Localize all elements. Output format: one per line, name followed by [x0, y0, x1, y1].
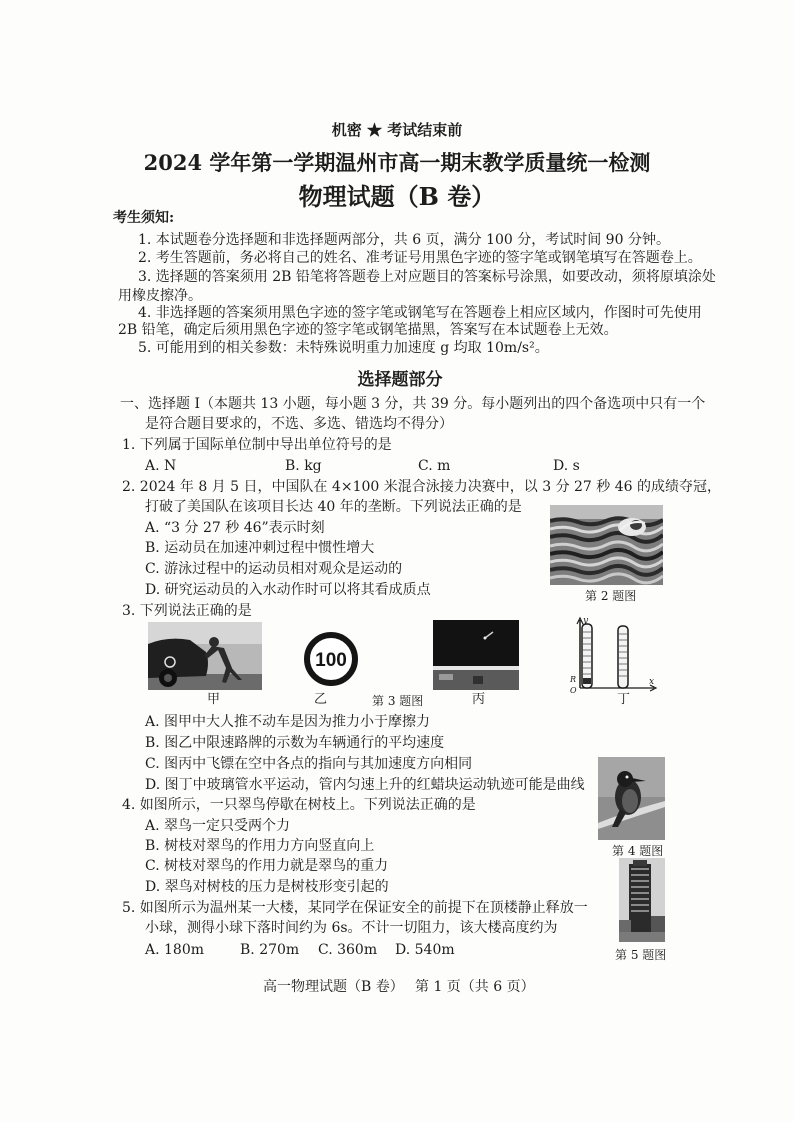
- question-4-option-c: C. 树枝对翠鸟的作用力就是翠鸟的重力: [145, 858, 389, 874]
- question-1-option-b: B. kg: [285, 458, 322, 474]
- exam-subtitle: 物理试题（B 卷）: [298, 182, 496, 211]
- figure-5-caption: 第 5 题图: [615, 948, 667, 962]
- notice-line: 2B 铅笔，确定后须用黑色字迹的签字笔或钢笔描黑，答案写在本试题卷上无效。: [118, 322, 618, 338]
- question-3-stem: 3. 下列说法正确的是: [122, 603, 252, 619]
- figure-2-caption: 第 2 题图: [585, 589, 637, 603]
- question-1-option-a: A. N: [145, 458, 177, 474]
- figure-label-ding: 丁: [617, 692, 631, 707]
- figure-label-jia: 甲: [207, 692, 221, 707]
- section-intro: 是符合题目要求的，不选、多选、错选均不得分）: [145, 416, 453, 432]
- axis-label-origin: O: [570, 686, 577, 694]
- question-3-option-b: B. 图乙中限速路牌的示数为车辆通行的平均速度: [145, 735, 445, 751]
- question-2-option-c: C. 游泳过程中的运动员相对观众是运动的: [145, 561, 403, 577]
- section-title: 选择题部分: [357, 370, 443, 390]
- speed-limit-sign: [304, 632, 358, 686]
- figure-3-caption: 第 3 题图: [372, 694, 424, 708]
- question-2-stem: 打破了美国队在该项目长达 40 年的垄断。下列说法正确的是: [145, 499, 522, 515]
- question-5-stem: 5. 如图所示为温州某一大楼，某同学在保证安全的前提下在顶楼静止释放一: [122, 900, 588, 916]
- dart-photo: [433, 620, 519, 690]
- footer-page-number: 第 1 页（共 6 页）: [415, 979, 535, 995]
- question-5-option-b: B. 270m: [240, 942, 300, 958]
- question-3-option-c: C. 图丙中飞镖在空中各点的指向与其加速度方向相同: [145, 756, 473, 772]
- question-4-stem: 4. 如图所示，一只翠鸟停歇在树枝上。下列说法正确的是: [122, 797, 476, 813]
- question-5-option-d: D. 540m: [395, 942, 455, 958]
- notice-line: 3. 选择题的答案须用 2B 铅笔将答题卷上对应题目的答案标号涂黑，如要改动，须将原填涂处: [138, 269, 716, 285]
- axis-label-x: x: [649, 677, 655, 687]
- question-5-option-a: A. 180m: [145, 942, 205, 958]
- question-3-option-a: A. 图甲中大人推不动车是因为推力小于摩擦力: [145, 714, 431, 730]
- speed-limit-value: 100: [315, 650, 347, 671]
- notice-line: 2. 考生答题前，务必将自己的姓名、准考证号用黑色字迹的签字笔或钢笔填写在答题卷上。: [138, 250, 702, 266]
- figure-label-yi: 乙: [314, 692, 328, 707]
- question-3-option-d: D. 图丁中玻璃管水平运动，管内匀速上升的红蜡块运动轨迹可能是曲线: [145, 777, 585, 793]
- figure-label-bing: 丙: [472, 692, 486, 707]
- question-2-stem: 2. 2024 年 8 月 5 日，中国队在 4×100 米混合泳接力决赛中，以 3 分 27 秒 46 的成绩夺冠，: [122, 479, 721, 495]
- notice-line: 1. 本试题卷分选择题和非选择题两部分，共 6 页，满分 100 分，考试时间 90 分钟。: [138, 232, 670, 248]
- exam-title: 2024 学年第一学期温州市高一期末教学质量统一检测: [143, 150, 651, 175]
- car-push-photo: [148, 622, 262, 690]
- notice-line: 4. 非选择题的答案须用黑色字迹的签字笔或钢笔写在答题卷上相应区域内，作图时可先使用: [138, 305, 702, 321]
- figure-4-caption: 第 4 题图: [612, 844, 664, 858]
- glass-tube-diagram: [566, 614, 658, 694]
- building-photo: [619, 858, 665, 942]
- question-1-option-d: D. s: [553, 458, 580, 474]
- question-2-option-a: A. “3 分 27 秒 46”表示时刻: [145, 520, 325, 536]
- question-4-option-d: D. 翠鸟对树枝的压力是树枝形变引起的: [145, 879, 389, 895]
- question-1-option-c: C. m: [418, 458, 451, 474]
- swimmer-photo: [550, 505, 663, 585]
- question-2-option-b: B. 运动员在加速冲刺过程中惯性增大: [145, 540, 375, 556]
- axis-label-r: R: [570, 675, 577, 684]
- question-5-option-c: C. 360m: [318, 942, 378, 958]
- confidential-mark: 机密 ★ 考试结束前: [331, 121, 463, 139]
- notice-line: 用橡皮擦净。: [118, 288, 202, 304]
- question-4-option-a: A. 翠鸟一定只受两个力: [145, 818, 291, 834]
- notice-heading: 考生须知:: [113, 210, 175, 226]
- question-2-option-d: D. 研究运动员的入水动作时可以将其看成质点: [145, 582, 431, 598]
- kingfisher-photo: [598, 757, 665, 840]
- question-4-option-b: B. 树枝对翠鸟的作用力方向竖直向上: [145, 838, 375, 854]
- section-intro: 一、选择题 I（本题共 13 小题，每小题 3 分，共 39 分。每小题列出的四个备选项中只有一个: [120, 396, 706, 412]
- notice-line: 5. 可能用到的相关参数：未特殊说明重力加速度 g 均取 10m/s²。: [138, 340, 549, 356]
- question-1-stem: 1. 下列属于国际单位制中导出单位符号的是: [122, 437, 392, 453]
- question-5-stem: 小球，测得小球下落时间约为 6s。不计一切阻力，该大楼高度约为: [145, 920, 558, 936]
- axis-label-y: y: [583, 616, 589, 626]
- footer-exam-name: 高一物理试题（B 卷）: [263, 979, 404, 995]
